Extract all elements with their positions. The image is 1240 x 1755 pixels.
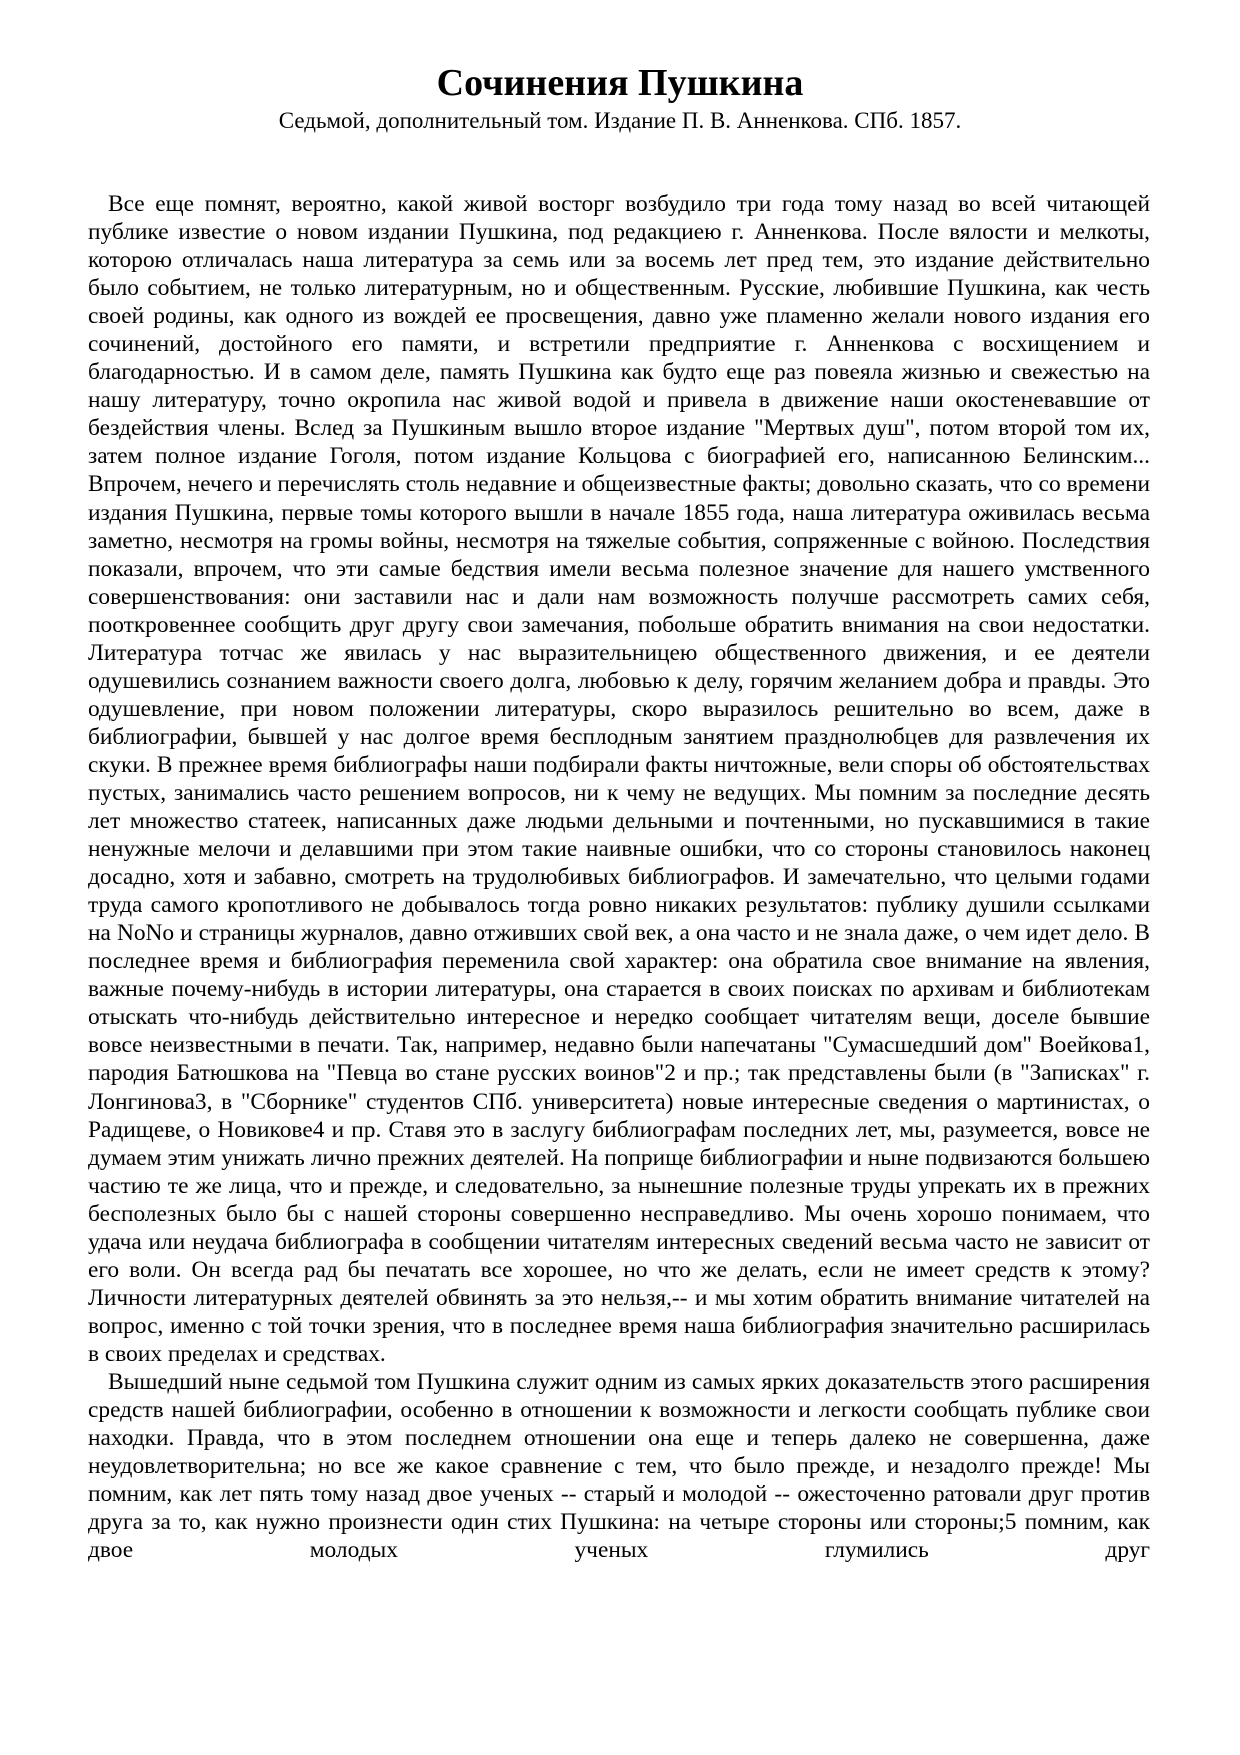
document-subtitle: Седьмой, дополнительный том. Издание П. В. Анненкова. СПб. 1857. (278, 108, 962, 133)
document-title: Сочинения Пушкина (436, 62, 804, 104)
paragraph-2: Вышедший ныне седьмой том Пушкина служит одним из самых ярких доказательств этого расширения средств нашей библиографии, особенно в отношении к возможности и легкости сообщать публике свои находки. Правда, что в этом последнем отношении она еще и теперь далеко не совершенна, даже неудовлетворительна; но все же какое сравнение с тем, что было прежде, и незадолго прежде! Мы помним, как лет пять тому назад двое ученых -- старый и молодой -- ожесточенно ратовали друг против друга за то, как нужно произнести один стих Пушкина: на четыре стороны или стороны;5 помним, как двое молодых ученых глумились друг (88, 1368, 1150, 1564)
paragraph-1: Все еще помнят, вероятно, какой живой восторг возбудило три года тому назад во всей читающей публике известие о новом издании Пушкина, под редакциею г. Анненкова. После вялости и мелкоты, которою отличалась наша литература за семь или за восемь лет пред тем, это издание действительно было событием, не только литературным, но и общественным. Русские, любившие Пушкина, как честь своей родины, как одного из вождей ее просвещения, давно уже пламенно желали нового издания его сочинений, достойного его памяти, и встретили предприятие г. Анненкова с восхищением и благодарностью. И в самом деле, память Пушкина как будто еще раз повеяла жизнью и свежестью на нашу литературу, точно окропила нас живой водой и привела в движение наши окостеневавшие от бездействия члены. Вслед за Пушкиным вышло второе издание "Мертвых душ", потом второй том их, затем полное издание Гоголя, потом издание Кольцова с биографией его, написанною Белинским... Впрочем, нечего и перечислять столь недавние и общеизвестные факты; довольно сказать, что со времени издания Пушкина, первые томы которого вышли в начале 1855 года, наша литература оживилась весьма заметно, несмотря на громы войны, несмотря на тяжелые события, сопряженные с войною. Последствия показали, впрочем, что эти самые бедствия имели весьма полезное значение для нашего умственного совершенствования: они заставили нас и дали нам возможность получше рассмотреть самих себя, пооткровеннее сообщить друг другу свои замечания, побольше обратить внимания на свои недостатки. Литература тотчас же явилась у нас выразительницею общественного движения, и ее деятели одушевились сознанием важности своего долга, любовью к делу, горячим желанием добра и правды. Это одушевление, при новом положении литературы, скоро выразилось решительно во всем, даже в библиографии, бывшей у нас долгое время бесплодным занятием празднолюбцев для развлечения их скуки. В прежнее время библиографы наши подбирали факты ничтожные, вели споры об обстоятельствах пустых, занимались часто решением вопросов, ни к чему не ведущих. Мы помним за последние десять лет множество статеек, написанных даже людьми дельными и почтенными, но пускавшимися в такие ненужные мелочи и делавшими при этом такие наивные ошибки, что со стороны становилось наконец досадно, хотя и забавно, смотреть на трудолюбивых библиографов. И замечательно, что целыми годами труда самого кропотливого не добывалось тогда ровно никаких результатов: публику душили ссылками на NoNo и страницы журналов, давно отживших свой век, а она часто и не знала даже, о чем идет дело. В последнее время и библиография переменила свой характер: она обратила свое внимание на явления, важные почему-нибудь в истории литературы, она старается в своих поисках по архивам и библиотекам отыскать что-нибудь действительно интересное и нередко сообщает читателям вещи, доселе бывшие вовсе неизвестными в печати. Так, например, недавно были напечатаны "Сумасшедший дом" Воейкова1, пародия Батюшкова на "Певца во стане русских воинов"2 и пр.; так представлены были (в "Записках" г. Лонгинова3, в "Сборнике" студентов СПб. университета) новые интересные сведения о мартинистах, о Радищеве, о Новикове4 и пр. Ставя это в заслугу библиографам последних лет, мы, разумеется, вовсе не думаем этим унижать лично прежних деятелей. На поприще библиографии и ныне подвизаются большею частию те же лица, что и прежде, и следовательно, за нынешние полезные труды упрекать их в прежних бесполезных было бы с нашей стороны совершенно несправедливо. Мы очень хорошо понимаем, что удача или неудача библиографа в сообщении читателям интересных сведений весьма часто не зависит от его воли. Он всегда рад бы печатать все хорошее, но что же делать, если не имеет средств к этому? Личности литературных деятелей обвинять за это нельзя,-- и мы хотим обратить внимание читателей на вопрос, именно с той точки зрения, что в последнее время наша библиография значительно расширилась в своих пределах и средствах. (88, 191, 1150, 1367)
document-body (88, 190, 1150, 1564)
